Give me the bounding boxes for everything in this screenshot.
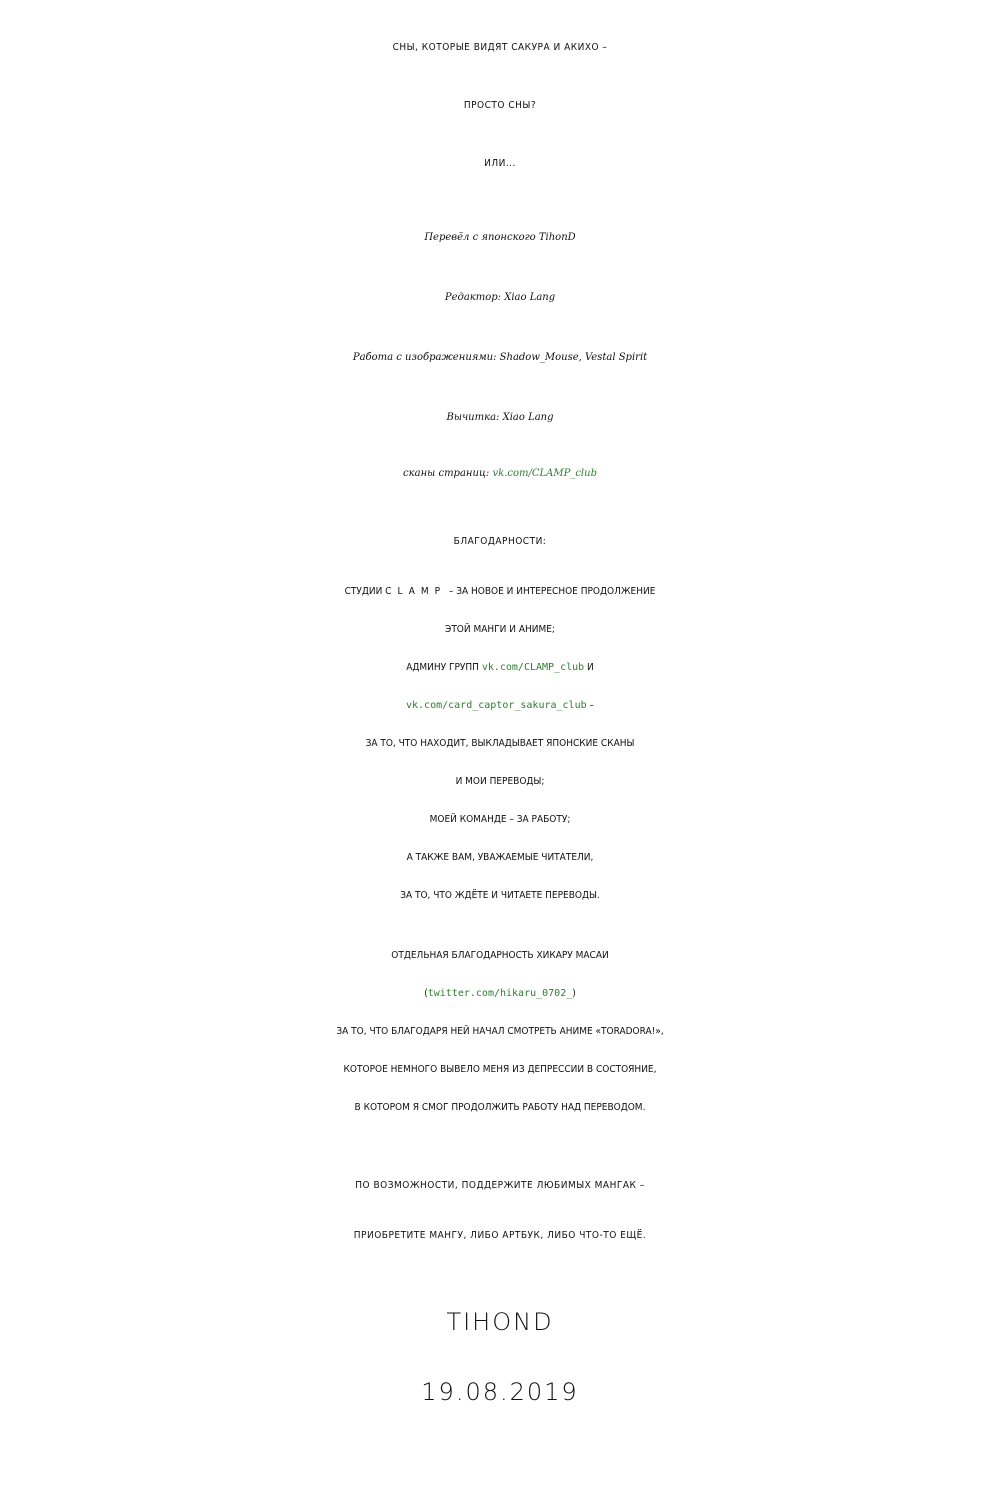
credit-scans	[0, 468, 1000, 479]
twitter-link[interactable]: twitter.com/hikaru_0702_	[427, 988, 573, 999]
admin-prefix: АДМИНУ ГРУПП	[406, 662, 479, 673]
thanks-readers-line-2: ЗА ТО, ЧТО ЖДЁТЕ И ЧИТАЕТЕ ПЕРЕВОДЫ.	[400, 890, 600, 901]
support-line-2: ПРИОБРЕТИТЕ МАНГУ, ЛИБО АРТБУК, ЛИБО ЧТО-ТО ЕЩЁ.	[353, 1230, 647, 1241]
headline-line-2: ПРОСТО СНЫ?	[463, 100, 537, 111]
thanks-readers-line-1: А ТАКЖЕ ВАМ, УВАЖАЕМЫЕ ЧИТАТЕЛИ,	[406, 852, 594, 863]
thanks-studio-line-2: ЭТОЙ МАНГИ И АНИМЕ;	[445, 624, 555, 635]
credit-proofreading: Вычитка: Xiao Lang	[446, 412, 554, 423]
thanks-admin-line	[0, 662, 1000, 673]
thanks-admin-line-4: И МОИ ПЕРЕВОДЫ;	[455, 776, 545, 787]
thanks-admin-line-3: ЗА ТО, ЧТО НАХОДИТ, ВЫКЛАДЫВАЕТ ЯПОНСКИЕ СКАНЫ	[365, 738, 635, 749]
signature-name: TIHOND	[446, 1308, 554, 1336]
special-thanks-line-5: В КОТОРОМ Я СМОГ ПРОДОЛЖИТЬ РАБОТУ НАД ПЕРЕВОДОМ.	[354, 1102, 646, 1113]
open-paren: (	[424, 988, 428, 999]
thanks-admin-link-line	[0, 700, 1000, 711]
close-paren: )	[572, 988, 576, 999]
scans-link[interactable]: vk.com/CLAMP_club	[492, 468, 597, 479]
admin-and: И	[587, 662, 594, 673]
admin-link-sakura-club[interactable]: vk.com/card_captor_sakura_club	[406, 700, 587, 711]
admin-link-clamp-club[interactable]: vk.com/CLAMP_club	[481, 662, 585, 673]
credit-editor: Редактор: Xiao Lang	[444, 292, 556, 303]
signature-date: 19.08.2019	[421, 1378, 579, 1406]
support-line-1: ПО ВОЗМОЖНОСТИ, ПОДДЕРЖИТЕ ЛЮБИМЫХ МАНГАК –	[355, 1180, 645, 1191]
special-thanks-line-3: ЗА ТО, ЧТО БЛАГОДАРЯ НЕЙ НАЧАЛ СМОТРЕТЬ АНИМЕ «TORADORA!»,	[336, 1026, 664, 1037]
credit-translator: Перевёл с японского TihonD	[424, 232, 576, 243]
special-thanks-line-1: ОТДЕЛЬНАЯ БЛАГОДАРНОСТЬ ХИКАРУ МАСАИ	[391, 950, 609, 961]
thanks-heading: БЛАГОДАРНОСТИ:	[453, 536, 547, 547]
headline-line-1: СНЫ, КОТОРЫЕ ВИДЯТ САКУРА И АКИХО –	[392, 42, 608, 53]
scans-label: сканы страниц:	[403, 468, 490, 479]
studio-name: CLAMP	[385, 586, 447, 597]
headline-line-3: ИЛИ...	[484, 158, 516, 169]
special-thanks-link-line	[0, 988, 1000, 999]
credit-image-work: Работа с изображениями: Shadow_Mouse, Vestal Spirit	[352, 352, 648, 363]
thanks-studio-line	[0, 586, 1000, 597]
studio-suffix: – ЗА НОВОЕ И ИНТЕРЕСНОЕ ПРОДОЛЖЕНИЕ	[448, 586, 656, 597]
thanks-team-line: МОЕЙ КОМАНДЕ – ЗА РАБОТУ;	[429, 814, 571, 825]
studio-prefix: СТУДИИ	[344, 586, 383, 597]
special-thanks-line-4: КОТОРОЕ НЕМНОГО ВЫВЕЛО МЕНЯ ИЗ ДЕПРЕССИИ В СОСТОЯНИЕ,	[343, 1064, 657, 1075]
admin-dash: –	[589, 700, 594, 711]
